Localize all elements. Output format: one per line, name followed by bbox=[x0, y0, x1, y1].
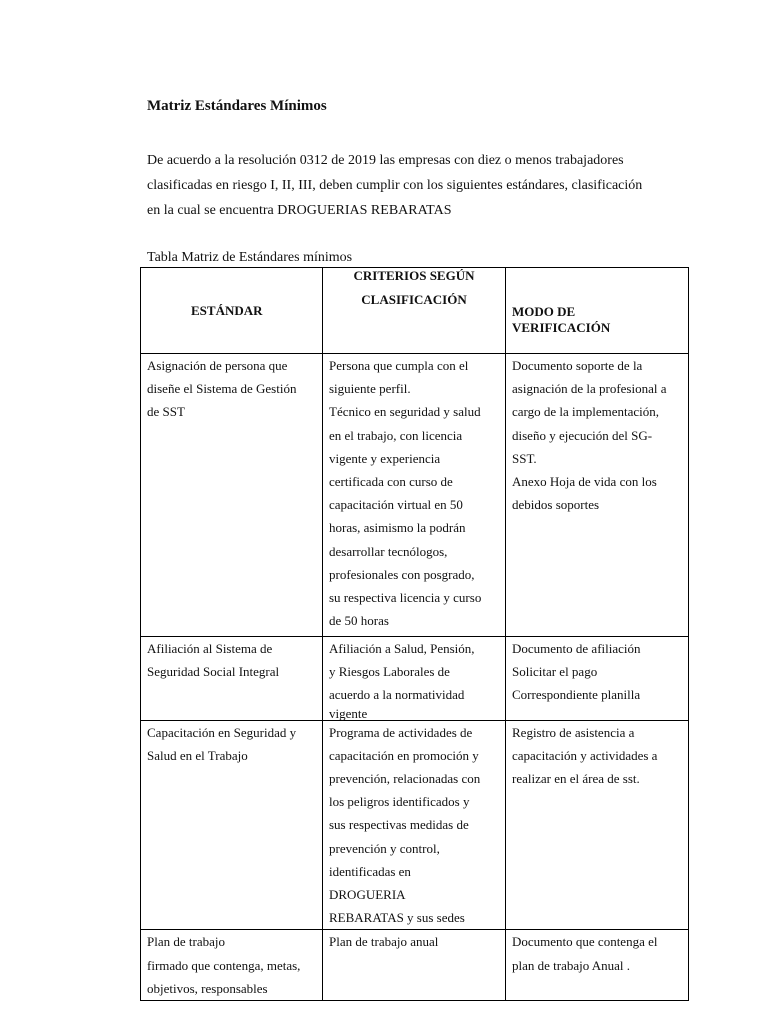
cell-line: horas, asimismo la podrán bbox=[329, 520, 466, 536]
cell-line: capacitación en promoción y bbox=[329, 747, 479, 763]
cell-line: Plan de trabajo bbox=[147, 934, 225, 950]
cell-modo bbox=[506, 354, 689, 637]
cell-criterios bbox=[323, 720, 506, 930]
cell-line: desarrollar tecnólogos, bbox=[329, 543, 448, 559]
header-modo bbox=[506, 268, 689, 354]
header-modo-line: MODO DE bbox=[512, 304, 576, 319]
cell-criterios bbox=[323, 354, 506, 637]
cell-estandar bbox=[141, 354, 323, 637]
cell-line: plan de trabajo Anual . bbox=[512, 957, 631, 973]
cell-line: siguiente perfil. bbox=[329, 381, 411, 397]
cell-line: Programa de actividades de bbox=[329, 724, 473, 740]
cell-line: Afiliación al Sistema de bbox=[147, 641, 273, 656]
cell-line: y Riesgos Laborales de bbox=[329, 664, 450, 680]
table-row bbox=[141, 930, 689, 1001]
cell-line: prevención, relacionadas con bbox=[329, 771, 481, 787]
header-criterios bbox=[323, 268, 506, 354]
cell-line: vigente bbox=[329, 705, 368, 721]
header-criterios-line: CLASIFICACIÓN bbox=[361, 292, 467, 307]
page-title: Matriz Estándares Mínimos bbox=[147, 98, 327, 114]
cell-line: SST. bbox=[512, 450, 537, 466]
cell-line: profesionales con posgrado, bbox=[329, 566, 475, 582]
cell-criterios bbox=[323, 637, 506, 721]
header-criterios-line: CRITERIOS SEGÚN bbox=[353, 268, 475, 283]
cell-line: certificada con curso de bbox=[329, 474, 453, 490]
table-header-row bbox=[141, 268, 689, 354]
cell-estandar bbox=[141, 637, 323, 721]
intro-line: De acuerdo a la resolución 0312 de 2019 las empresas con diez o menos trabajadores bbox=[147, 153, 624, 168]
cell-line: prevención y control, bbox=[329, 840, 440, 856]
cell-line: Salud en el Trabajo bbox=[147, 747, 248, 763]
cell-estandar bbox=[141, 720, 323, 930]
table-row bbox=[141, 637, 689, 721]
cell-line: acuerdo a la normatividad bbox=[329, 687, 465, 703]
cell-line: los peligros identificados y bbox=[329, 794, 470, 810]
cell-modo bbox=[506, 720, 689, 930]
cell-line: debidos soportes bbox=[512, 497, 600, 513]
cell-line: identificadas en bbox=[329, 863, 411, 879]
cell-line: capacitación virtual en 50 bbox=[329, 497, 463, 513]
cell-line: vigente y experiencia bbox=[329, 450, 441, 466]
cell-modo bbox=[506, 637, 689, 721]
cell-line: Seguridad Social Integral bbox=[147, 664, 280, 680]
cell-line: Registro de asistencia a bbox=[512, 724, 635, 740]
header-modo-line: VERIFICACIÓN bbox=[512, 320, 611, 335]
cell-line: Asignación de persona que bbox=[147, 358, 288, 373]
cell-line: su respectiva licencia y curso bbox=[329, 590, 482, 606]
cell-line: Capacitación en Seguridad y bbox=[147, 724, 297, 740]
cell-line: Técnico en seguridad y salud bbox=[329, 404, 481, 420]
cell-line: asignación de la profesional a bbox=[512, 381, 667, 397]
table-row bbox=[141, 720, 689, 930]
cell-line: Correspondiente planilla bbox=[512, 687, 641, 703]
cell-line: diseñe el Sistema de Gestión bbox=[147, 381, 297, 397]
cell-line: capacitación y actividades a bbox=[512, 747, 658, 763]
cell-line: de 50 horas bbox=[329, 613, 389, 629]
cell-line: en el trabajo, con licencia bbox=[329, 427, 463, 443]
cell-line: firmado que contenga, metas, bbox=[147, 957, 301, 973]
intro-line: clasificadas en riesgo I, II, III, deben cumplir con los siguientes estándares, clasificación bbox=[147, 178, 643, 193]
cell-line: de SST bbox=[147, 404, 185, 420]
cell-line: sus respectivas medidas de bbox=[329, 817, 469, 833]
cell-line: diseño y ejecución del SG- bbox=[512, 427, 653, 443]
cell-line: Documento que contenga el bbox=[512, 934, 658, 950]
cell-line: Persona que cumpla con el bbox=[329, 358, 469, 373]
cell-line: Documento soporte de la bbox=[512, 358, 643, 373]
cell-line: cargo de la implementación, bbox=[512, 404, 660, 420]
cell-line: REBARATAS y sus sedes bbox=[329, 910, 465, 926]
cell-line: realizar en el área de sst. bbox=[512, 771, 640, 787]
table-caption: Tabla Matriz de Estándares mínimos bbox=[147, 250, 353, 265]
cell-line: Solicitar el pago bbox=[512, 664, 598, 680]
cell-criterios bbox=[323, 930, 506, 1001]
cell-line: DROGUERIA bbox=[329, 887, 406, 903]
cell-line: Afiliación a Salud, Pensión, bbox=[329, 641, 475, 656]
cell-estandar bbox=[141, 930, 323, 1001]
cell-line: Plan de trabajo anual bbox=[329, 934, 439, 950]
cell-line: Anexo Hoja de vida con los bbox=[512, 474, 657, 490]
intro-paragraph bbox=[147, 148, 693, 223]
standards-matrix-table bbox=[140, 267, 689, 1001]
cell-line: objetivos, responsables bbox=[147, 980, 268, 996]
intro-line: en la cual se encuentra DROGUERIAS REBARATAS bbox=[147, 203, 452, 218]
table-row bbox=[141, 354, 689, 637]
cell-line: Documento de afiliación bbox=[512, 641, 641, 656]
cell-modo bbox=[506, 930, 689, 1001]
header-estandar: ESTÁNDAR bbox=[141, 268, 323, 354]
